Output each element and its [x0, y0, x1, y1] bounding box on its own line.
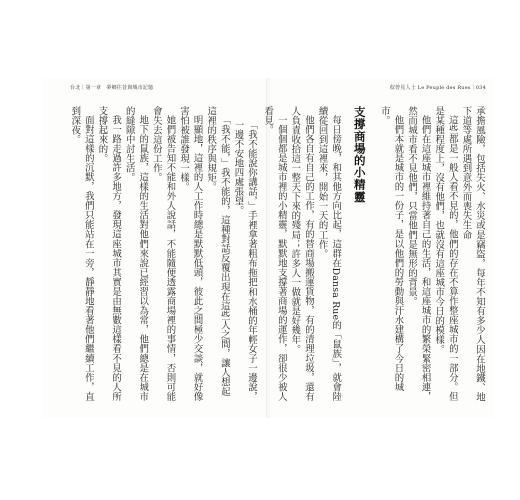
paragraph: 面對這樣的沉默，我們只能站在一旁，靜靜地看著他們繼續工作，直到深夜。: [69, 106, 94, 402]
paragraph: 他們各自有自己的工作，有的替商場搬運貨物，有的清理垃圾，還有人負責收拾這一整天下來的殘局；許多人一做就是好幾年。: [289, 106, 314, 402]
paragraph: 她們被告知不能和外人說話，不能隨便透露商場裡的事情，否則可能會失去這份工作。: [150, 106, 176, 402]
paragraph: 這些都是一般人看不見的，他們的存在不算作整座城市的一部分。但是某種程度上，沒有他們，也就沒有這座城市今日的模樣。: [433, 106, 458, 402]
left-page-header: 台北｜第一章 夢鄉往昔與城市記憶: [70, 85, 154, 91]
right-page-header: 似曾見人士 Le Peuple des Rues｜034: [389, 85, 486, 91]
section-heading: 支撐商場的小精靈: [352, 106, 367, 203]
paragraph: 地下的鼠族，這樣的生活對他們來說已經習以為常，他們總是在城市的縫隙中討生活。: [123, 106, 149, 402]
paragraph: 他們本就是城市的一份子，是以他們的勞動與汗水建構了今日的城市。: [378, 106, 404, 393]
paragraph: 承擔風險，包括失火、水災或是竊盜，每年不知有多少人因在地鐵、地下道等處所遇到意外而喪失生命: [460, 106, 485, 402]
paragraph: 「我不能，」我不能的，這種對話反覆出現在這些人之間，讓人想起這裡的秩序與規矩。: [205, 106, 230, 397]
left-page-text: [69, 106, 258, 406]
paragraph: 我一路走過許多地方，發現這座城市其實是由無數這樣看不見的人所支撐起來的。: [96, 106, 122, 402]
paragraph: 明顯地，這裡的人工作時總是默默低頭，彼此之間極少交談，就好像害怕被誰發現一樣。: [178, 106, 203, 402]
paragraph: 每日傍晚，和其他方向比起，這群在Dansa Rue的「鼠族」，就會陸續從回到這裡來，開始一天的工作。: [316, 106, 342, 402]
opening-quote: 「我不能說你講話，」手裡拿著粗布拖把和水桶的年輕女子一邊說，一邊不安地四處張望。: [232, 120, 257, 402]
paragraph: 他們在這座城市裡維持著自己的生活，和這座城市的繁榮緊密相連，然而城市看不見他們，只當他們是無形的背景。: [406, 106, 431, 402]
paragraph: 一個個都是城市裡的小精靈，默默地支撐著商場的運作，卻很少被人看見。: [262, 106, 287, 402]
right-page-text: [262, 106, 486, 406]
